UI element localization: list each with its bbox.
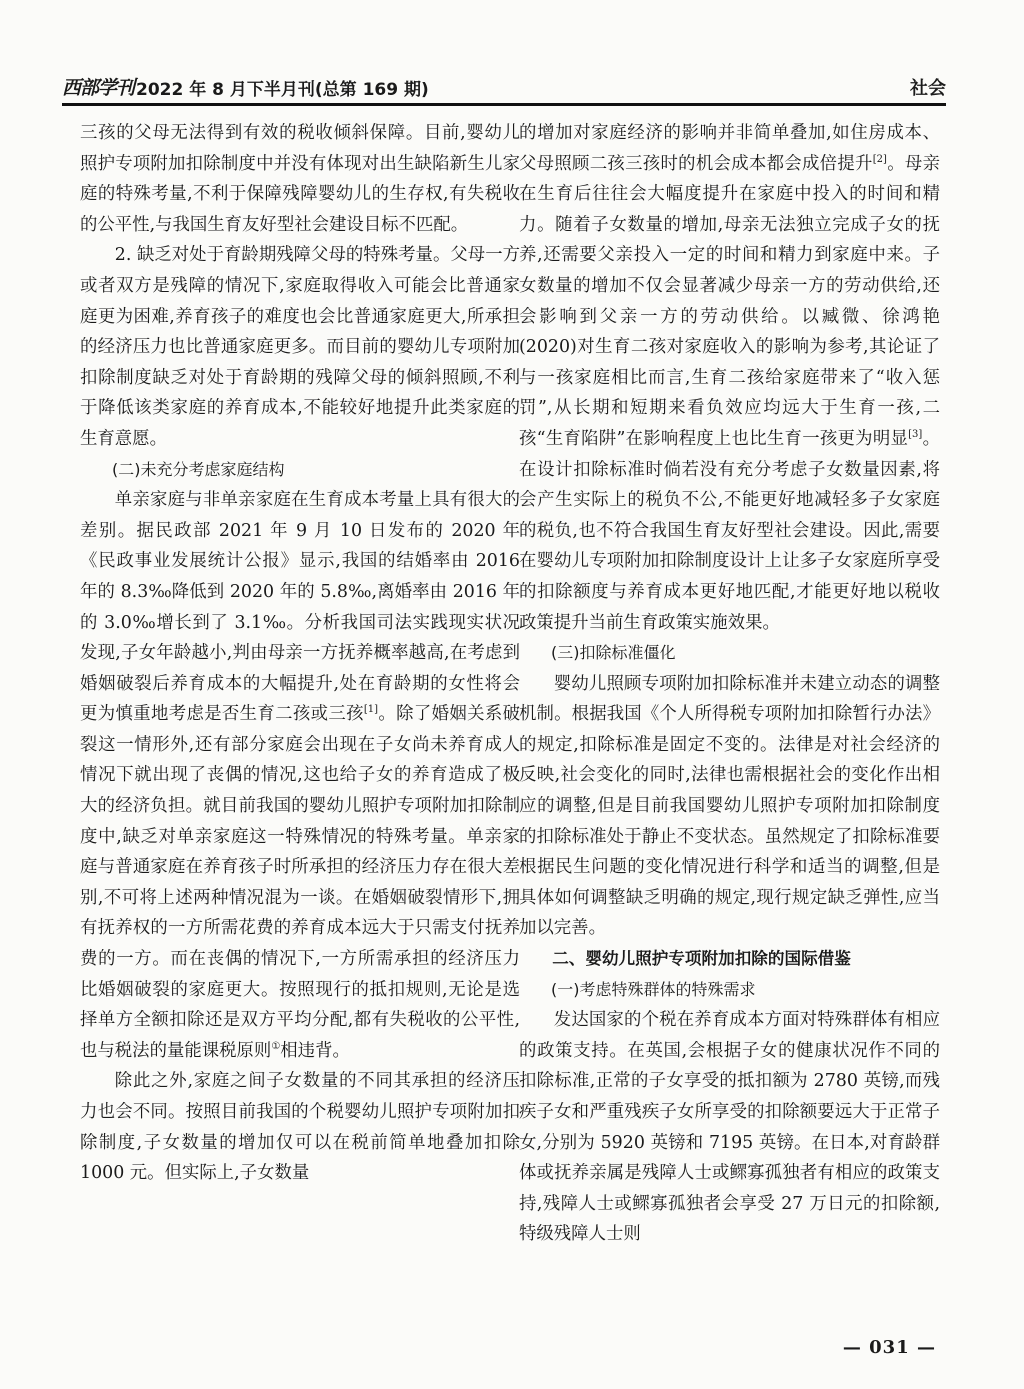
paragraph-text: 发达国家的个税在养育成本方面对特殊群体有相应的政策支持。在英国,会根据子女的健康状况作不同的扣除标准,正常的子女享受的抵扣额为 2780 英镑,而残疾子女和严重残疾子女所享受的扣除额要远大于正常子女,分别为 5920 英镑和 7195 英镑。在日本,对育龄群体或抚养亲属是残障人士或鳏寡孤独者有相应的政策支持,残障人士或鳏寡孤独者会享受 27 万日元的扣除额,特级残障人士则 xyxy=(519,1010,940,1245)
paragraph-text: (二)未充分考虑家庭结构 xyxy=(112,459,285,479)
citation-mark: [3] xyxy=(908,429,923,441)
subsection-heading xyxy=(80,455,520,486)
paragraph xyxy=(80,118,520,240)
paragraph xyxy=(519,1005,940,1250)
page-number: — 031 — xyxy=(842,1337,936,1358)
paragraph-text: 除此之外,家庭之间子女数量的不同其承担的经济压力也会不同。按照目前我国的个税婴幼儿照护专项附加扣除制度,子女数量的增加仅可以在税前简单地叠加扣除 1000 元。但实际上,子女数量 xyxy=(80,1071,520,1184)
paragraph-text: 婴幼儿照顾专项附加扣除标准并未建立动态的调整机制。根据我国《个人所得税专项附加扣除暂行办法》的规定,扣除标准是固定不变的。法律是对社会经济的反映,社会变化的同时,法律也需根据社会的变化作出相应的调整,但是目前我国婴幼儿照护专项附加扣除制度的扣除标准处于静止不变状态。虽然规定了扣除标准要根据民生问题的变化情况进行科学和适当的调整,但是具体如何调整缺乏明确的规定,现行规定缺乏弹性,应当加以完善。 xyxy=(519,673,940,939)
section-heading xyxy=(519,944,940,975)
paragraph xyxy=(80,1066,520,1188)
subsection-heading xyxy=(519,975,940,1006)
journal-logo: 西部学刊 xyxy=(62,77,135,99)
paragraph xyxy=(80,240,520,454)
right-column xyxy=(519,118,940,1250)
issue-info: 2022 年 8 月下半月刊(总第 169 期) xyxy=(136,80,429,100)
section-label: 社会 xyxy=(910,78,946,99)
paragraph-text: 。在设计扣除标准时倘若没有充分考虑子女数量因素,将会产生实际上的税负不公,不能更好地减轻多子女家庭的税负,也不符合我国生育友好型社会建设。因此,需要在婴幼儿专项附加扣除制度设计上让多子女家庭所享受的扣除额度与养育成本更好地匹配,才能更好地以税收政策提升当前生育政策实施效果。 xyxy=(519,428,940,633)
paragraph-text: 。除了婚姻关系破裂这一情形外,还有部分家庭会出现在子女尚未养育成人情况下就出现了丧偶的情况,这也给子女的养育造成了极大的经济负担。就目前我国的婴幼儿照护专项附加扣除制度中,缺乏对单亲家庭这一特殊情况的特殊考量。单亲家庭与普通家庭在养育孩子时所承担的经济压力存在很大差别,不可将上述两种情况混为一谈。在婚姻破裂情形下,拥有抚养权的一方所需花费的养育成本远大于只需支付抚养费的一方。而在丧偶的情况下,一方所需承担的经济压力比婚姻破裂的家庭更大。按照现行的抵扣规则,无论是选择单方全额扣除还是双方平均分配,都有失税收的公平性,也与税法的量能课税原则 xyxy=(80,704,520,1061)
citation-mark: ① xyxy=(271,1041,281,1053)
paragraph-text: 的增加对家庭经济的影响并非简单叠加,如住房成本、父母照顾二孩三孩时的机会成本都会成倍提升 xyxy=(519,123,940,174)
running-header xyxy=(62,72,946,106)
paragraph-text: (一)考虑特殊群体的特殊需求 xyxy=(551,979,756,999)
paragraph xyxy=(519,669,940,944)
citation-mark: [1] xyxy=(363,704,379,716)
paragraph-text: 。母亲在生育后往往会大幅度提升在家庭中投入的时间和精力。随着子女数量的增加,母亲无法独立完成子女的抚养,还需要父亲投入一定的时间和精力到家庭中来。子女数量的增加不仅会显著减少母亲一方的劳动供给,还会影响到父亲一方的劳动供给。以臧微、徐鸿艳(2020)对生育二孩对家庭收入的影响为参考,其论证了与一孩家庭相比而言,生育二孩给家庭带来了“收入惩罚”,从长期和短期来看负效应均远大于生育一孩,二孩“生育陷阱”在影响程度上也比生育一孩更为明显 xyxy=(519,153,940,449)
paragraph-text: 三孩的父母无法得到有效的税收倾斜保障。目前,婴幼儿照护专项附加扣除制度中并没有体现对出生缺陷新生儿家庭的特殊考量,不利于保障残障婴幼儿的生存权,有失税收的公平性,与我国生育友好型社会建设目标不匹配。 xyxy=(80,123,520,235)
left-column xyxy=(80,118,520,1189)
paragraph-text: 二、婴幼儿照护专项附加扣除的国际借鉴 xyxy=(552,949,851,969)
subsection-heading xyxy=(519,638,940,669)
header-left xyxy=(62,73,429,100)
citation-mark: [2] xyxy=(872,153,887,165)
paragraph-text: 单亲家庭与非单亲家庭在生育成本考量上具有很大的差别。据民政部 2021 年 9 月 10 日发布的 2020 年《民政事业发展统计公报》显示,我国的结婚率由 2016 年的 8.3‰降低到 2020 年的 5.8‰,离婚率由 2016 年的 3.0‰增长到了 3.1‰。分析我国司法实践现实状况发现,子女年龄越小,判由母亲一方抚养概率越高,在考虑到婚姻破裂后养育成本的大幅提升,处在育龄期的女性将会更为慎重地考虑是否生育二孩或三孩 xyxy=(80,490,520,725)
paragraph-text: 2. 缺乏对处于育龄期残障父母的特殊考量。父母一方或者双方是残障的情况下,家庭取得收入可能会比普通家庭更为困难,养育孩子的难度也会比普通家庭更大,所承担的经济压力也比普通家庭更多。而目前的婴幼儿专项附加扣除制度缺乏对处于育龄期的残障父母的倾斜照顾,不利于降低该类家庭的养育成本,不能较好地提升此类家庭的生育意愿。 xyxy=(80,245,520,449)
paragraph xyxy=(80,485,520,1066)
paragraph-text: (三)扣除标准僵化 xyxy=(551,643,676,663)
paragraph-text: 相违背。 xyxy=(280,1040,350,1061)
paragraph xyxy=(519,118,940,638)
